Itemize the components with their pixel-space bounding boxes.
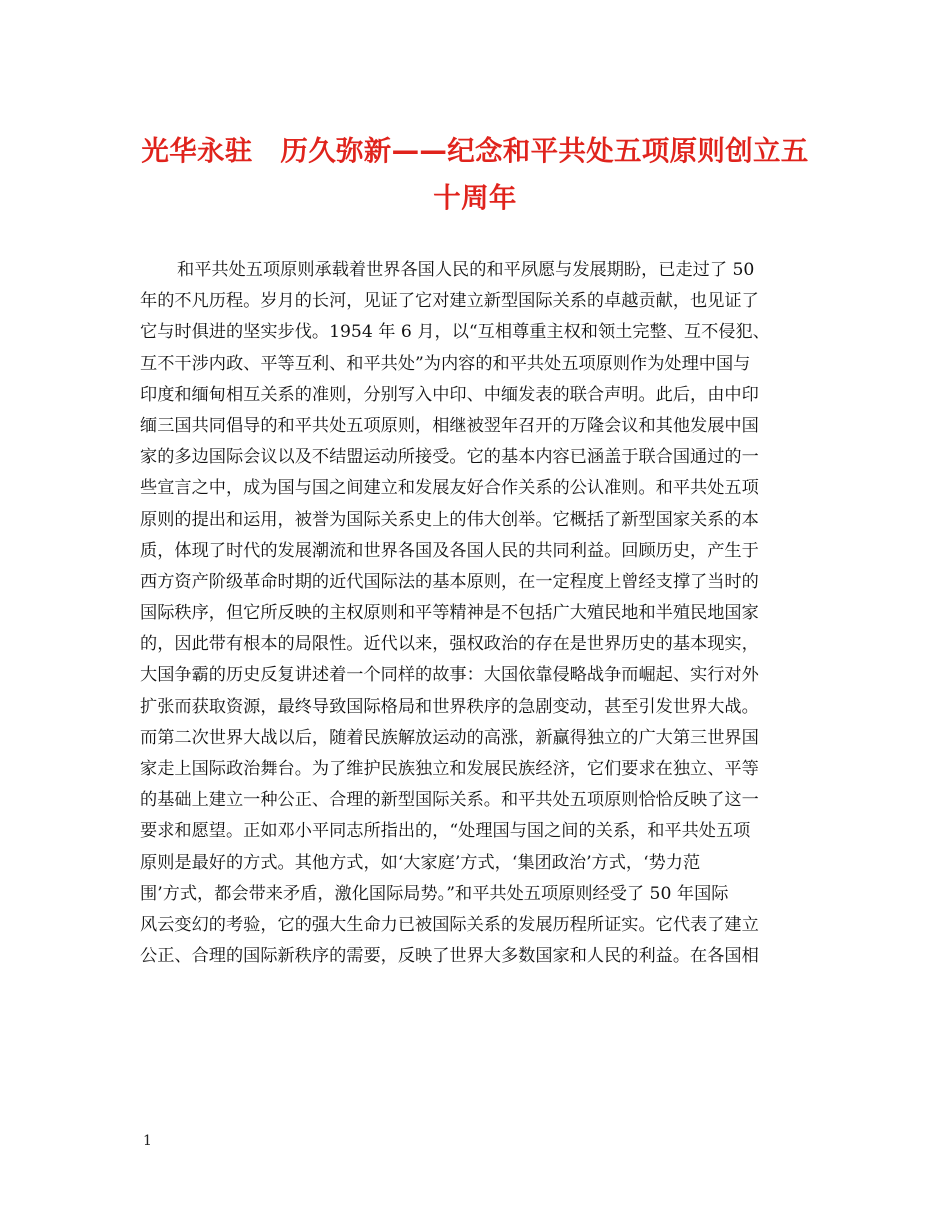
body-line: 些宣言之中，成为国与国之间建立和发展友好合作关系的公认准则。和平共处五项 [140, 478, 759, 499]
body-line: 的，因此带有根本的局限性。近代以来，强权政治的存在是世界历史的基本现实， [140, 634, 759, 655]
body-line: 扩张而获取资源，最终导致国际格局和世界秩序的急剧变动，甚至引发世界大战。 [140, 696, 759, 717]
body-line: 大国争霸的历史反复讲述着一个同样的故事：大国依靠侵略战争而崛起、实行对外 [140, 665, 759, 686]
body-line: 国际秩序，但它所反映的主权原则和平等精神是不包括广大殖民地和半殖民地国家 [140, 603, 759, 624]
body-line: 原则是最好的方式。其他方式，如‘大家庭’方式，‘集团政治’方式，‘势力范 [140, 852, 701, 873]
body-line: 家的多边国际会议以及不结盟运动所接受。它的基本内容已涵盖于联合国通过的一 [140, 447, 759, 468]
body-line: 年的不凡历程。岁月的长河，见证了它对建立新型国际关系的卓越贡献，也见证了 [140, 291, 759, 312]
body-paragraph [140, 255, 820, 972]
body-line: 要求和愿望。正如邓小平同志所指出的，“处理国与国之间的关系，和平共处五项 [140, 821, 751, 842]
page-number: 1 [143, 1133, 152, 1149]
body-line: 西方资产阶级革命时期的近代国际法的基本原则，在一定程度上曾经支撑了当时的 [140, 571, 759, 592]
body-line: 质，体现了时代的发展潮流和世界各国及各国人民的共同利益。回顾历史，产生于 [140, 540, 759, 561]
body-line: 的基础上建立一种公正、合理的新型国际关系。和平共处五项原则恰恰反映了这一 [140, 790, 759, 811]
body-line: 原则的提出和运用，被誉为国际关系史上的伟大创举。它概括了新型国家关系的本 [140, 509, 759, 530]
body-line: 缅三国共同倡导的和平共处五项原则，相继被翌年召开的万隆会议和其他发展中国 [140, 415, 759, 436]
body-line: 家走上国际政治舞台。为了维护民族独立和发展民族经济，它们要求在独立、平等 [140, 759, 759, 779]
body-line: 风云变幻的考验，它的强大生命力已被国际关系的发展历程所证实。它代表了建立 [140, 914, 759, 935]
body-line: 它与时俱进的坚实步伐。1954 年 6 月，以“互相尊重主权和领土完整、互不侵犯、 [140, 322, 770, 343]
title-line: 十周年 [433, 182, 517, 214]
body-line: 公正、合理的国际新秩序的需要，反映了世界大多数国家和人民的利益。在各国相 [140, 946, 759, 967]
body-line: 和平共处五项原则承载着世界各国人民的和平夙愿与发展期盼，已走过了 50 [177, 260, 755, 280]
body-line: 而第二次世界大战以后，随着民族解放运动的高涨，新赢得独立的广大第三世界国 [140, 727, 759, 748]
document-title [130, 128, 820, 222]
title-line: 光华永驻 历久弥新——纪念和平共处五项原则创立五 [141, 135, 809, 167]
body-line: 印度和缅甸相互关系的准则，分别写入中印、中缅发表的联合声明。此后，由中印 [140, 384, 759, 405]
body-line: 围’方式，都会带来矛盾，激化国际局势。”和平共处五项原则经受了 50 年国际 [140, 883, 729, 904]
body-line: 互不干涉内政、平等互利、和平共处”为内容的和平共处五项原则作为处理中国与 [140, 353, 751, 374]
